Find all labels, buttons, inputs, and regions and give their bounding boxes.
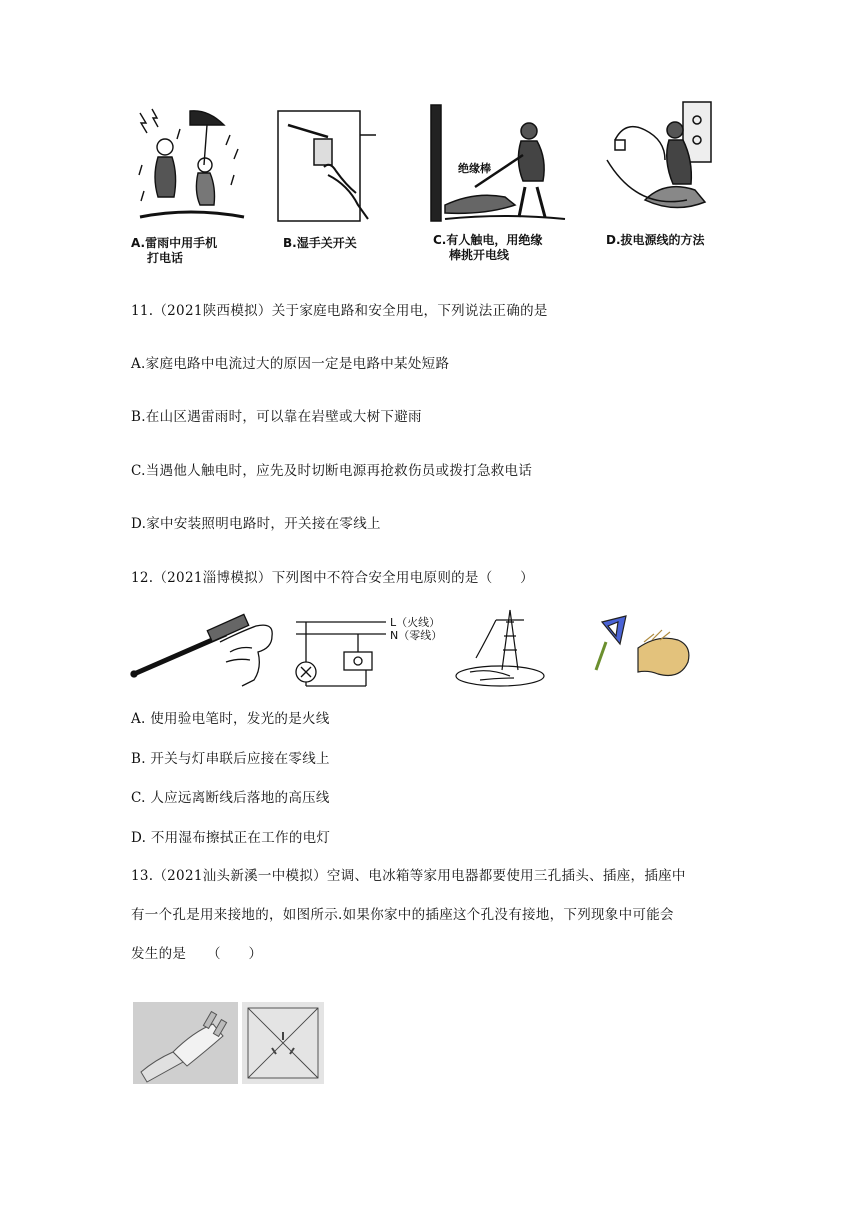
caption-a-line1: A.雷雨中用手机 — [131, 236, 218, 250]
figure-socket-diagram — [242, 1002, 324, 1084]
q11-option-d: D.家中安装照明电路时，开关接在零线上 — [131, 516, 381, 532]
q12-option-b: B. 开关与灯串联后应接在零线上 — [131, 751, 330, 767]
figure-c-insulating-rod — [425, 105, 575, 227]
q11-stem: 11.（2021陕西模拟）关于家庭电路和安全用电，下列说法正确的是 — [131, 303, 548, 319]
q11-option-c: C.当遇他人触电时，应先及时切断电源再抢救伤员或拨打急救电话 — [131, 463, 533, 479]
figure-d-unplug-method — [605, 100, 725, 222]
q12-option-d: D. 不用湿布擦拭正在工作的电灯 — [131, 830, 331, 846]
figure-b-wet-hand-switch — [268, 105, 378, 227]
q13-stem-line-1: 13.（2021汕头新溪一中模拟）空调、电冰箱等家用电器都要使用三孔插头、插座，插座中 — [131, 868, 686, 884]
q13-stem-line-3: 发生的是 （ ） — [131, 946, 263, 962]
q13-stem-line-2: 有一个孔是用来接地的，如图所示.如果你家中的插座这个孔没有接地，下列现象中可能会 — [131, 907, 674, 923]
caption-c-line1: C.有人触电，用绝缘 — [433, 233, 543, 247]
label-neutral-wire: N（零线） — [390, 629, 443, 642]
q12-option-c: C. 人应远离断线后落地的高压线 — [131, 790, 330, 806]
figure-test-pen — [130, 612, 280, 690]
figure-desk-lamp-hand — [590, 612, 700, 682]
caption-b: B.湿手关开关 — [283, 236, 357, 250]
q11-option-a: A.家庭电路中电流过大的原因一定是电路中某处短路 — [131, 356, 450, 372]
caption-a-line2: 打电话 — [147, 251, 184, 265]
q12-option-a: A. 使用验电笔时，发光的是火线 — [131, 711, 330, 727]
caption-c-line2: 棒挑开电线 — [449, 248, 510, 262]
q12-stem: 12.（2021淄博模拟）下列图中不符合安全用电原则的是（ ） — [131, 570, 534, 586]
label-live-wire: L（火线） — [390, 616, 441, 629]
q11-option-b: B.在山区遇雷雨时，可以靠在岩壁或大树下避雨 — [131, 409, 422, 425]
figure-high-voltage-tower — [450, 606, 550, 690]
figure-three-prong-plug — [133, 1002, 238, 1084]
insulating-rod-label: 绝缘棒 — [458, 162, 491, 175]
caption-d: D.拔电源线的方法 — [606, 233, 705, 247]
figure-a-thunderstorm-phone — [130, 105, 252, 227]
